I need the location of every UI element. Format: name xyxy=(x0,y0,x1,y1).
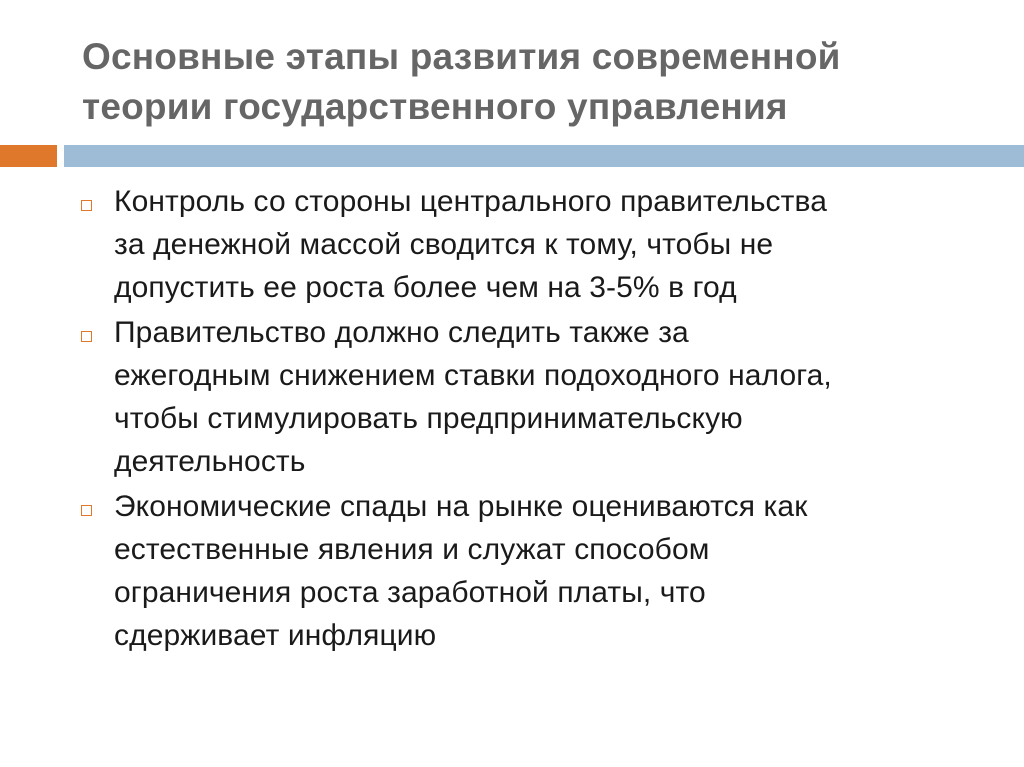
bullet-item xyxy=(78,180,998,309)
bullet-line: естественные явления и служат способом xyxy=(114,533,710,566)
bullet-line: за денежной массой сводится к тому, чтобы не xyxy=(114,228,774,261)
slide-title xyxy=(82,32,982,132)
bullet-item xyxy=(78,485,998,657)
bullet-line: ограничения роста заработной платы, что xyxy=(114,576,706,609)
bullet-line: ежегодным снижением ставки подоходного налога, xyxy=(114,359,832,392)
bullet-line: чтобы стимулировать предпринимательскую xyxy=(114,402,743,435)
slide-title-line: Основные этапы развития современной xyxy=(82,36,841,77)
accent-divider-bar xyxy=(0,145,57,167)
bullet-text xyxy=(114,311,998,483)
bullet-item xyxy=(78,311,998,483)
hollow-square-icon xyxy=(81,200,92,211)
bullet-line: Правительство должно следить также за xyxy=(114,316,689,349)
bullet-text xyxy=(114,180,998,309)
main-divider-bar xyxy=(64,145,1024,167)
hollow-square-icon xyxy=(81,505,92,516)
hollow-square-icon xyxy=(81,331,92,342)
bullet-line: сдерживает инфляцию xyxy=(114,619,437,652)
bullet-line: деятельность xyxy=(114,445,306,478)
bullet-text xyxy=(114,485,998,657)
bullet-line: Контроль со стороны центрального правительства xyxy=(114,185,827,218)
bullet-list xyxy=(78,180,998,659)
slide-title-line: теории государственного управления xyxy=(82,86,788,127)
bullet-line: Экономические спады на рынке оцениваются как xyxy=(114,490,808,523)
bullet-line: допустить ее роста более чем на 3-5% в год xyxy=(114,271,737,304)
